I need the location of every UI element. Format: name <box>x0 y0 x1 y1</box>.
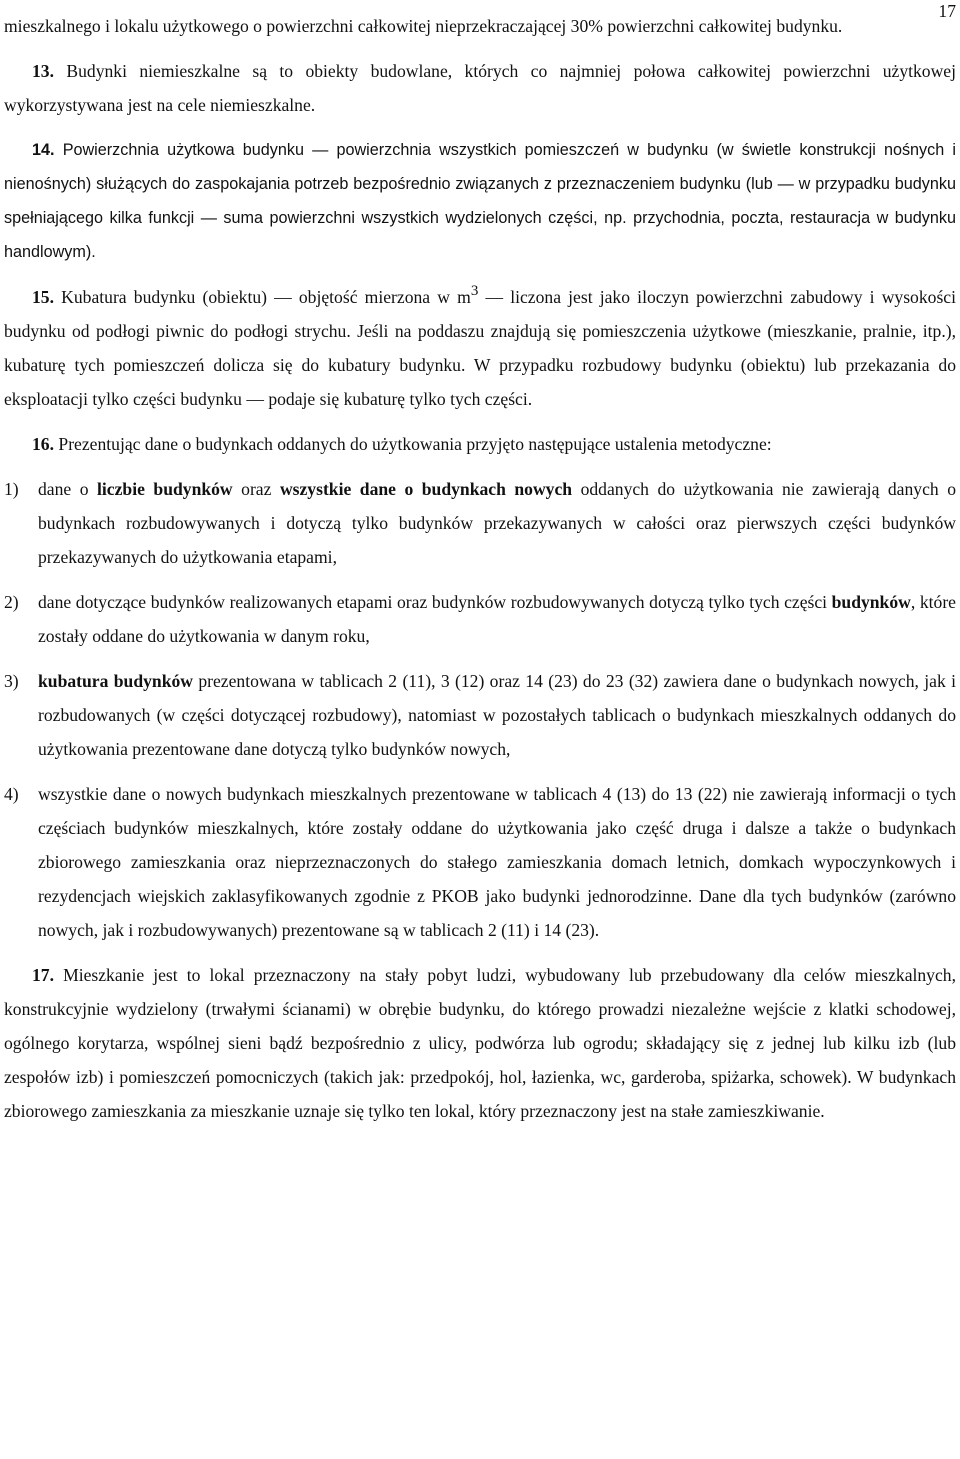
paragraph-number: 14. <box>32 141 55 159</box>
list-label: 4) <box>4 784 19 804</box>
list-text: , które zostały oddane do użytkowania w danym roku, <box>38 592 956 646</box>
list-bold-text: liczbie budynków <box>97 479 233 499</box>
list-text: dane o <box>38 479 98 499</box>
list-text: prezentowana w tablicach 2 (11), 3 (12) oraz 14 (23) do 23 (32) zawiera dane o budynkach nowych, jak i rozbudowanych (w części dotyczącej rozbudowy), natomiast w pozostałych tablicach o budynkach mieszkalnych oddanych do użytkowania prezentowane dane dotyczą tylko budynków nowych, <box>38 671 956 759</box>
list-label: 3) <box>4 671 19 691</box>
list-text: wszystkie dane o nowych budynkach mieszkalnych prezentowane w tablicach 4 (13) do 13 (22) nie zawierają informacji o tych częściach budynków mieszkalnych, które zostały oddane do użytkowania jako część druga i dalsze a także o budynkach zbiorowego zamieszkania oraz nieprzeznaczonych do stałego zamieszkania domach letnich, domkach wypoczynkowych i rezydencjach wiejskich zaklasyfikowanych zgodnie z PKOB jako budynki jednorodzinne. Dane dla tych budynków (zarówno nowych, jak i rozbudowywanych) prezentowane są w tablicach 2 (11) i 14 (23). <box>38 784 956 940</box>
paragraph-number: 17. <box>32 965 54 985</box>
list-item <box>4 472 956 574</box>
paragraph-text: Budynki niemieszkalne są to obiekty budowlane, których co najmniej połowa całkowitej powierzchni użytkowej wykorzystywana jest na cele niemieszkalne. <box>4 61 956 115</box>
list-item <box>4 664 956 766</box>
paragraph-text: Mieszkanie jest to lokal przeznaczony na stały pobyt ludzi, wybudowany lub przebudowany dla celów mieszkalnych, konstrukcyjnie wydzielony (trwałymi ścianami) w obrębie budynku, do którego prowadzi niezależne wejście z klatki schodowej, ogólnego korytarza, wspólnej sieni bądź bezpośrednio z ulicy, podwórza lub ogrodu; składający się z jednej lub kilku izb (lub zespołów izb) i pomieszczeń pomocniczych (takich jak: przedpokój, hol, łazienka, wc, garderoba, spiżarka, schowek). W budynkach zbiorowego zamieszkania za mieszkanie uznaje się tylko ten lokal, który przeznaczony jest na stałe zamieszkiwanie. <box>4 965 956 1121</box>
page-number: 17 <box>938 1 956 21</box>
paragraph-text: Kubatura budynku (obiektu) — objętość mierzona w m <box>61 287 471 307</box>
paragraph-number: 16. <box>32 434 54 454</box>
paragraph-number: 15. <box>32 287 54 307</box>
paragraph-text: Prezentując dane o budynkach oddanych do użytkowania przyjęto następujące ustalenia metodyczne: <box>58 434 772 454</box>
list-bold-text: wszystkie dane o budynkach nowych <box>279 479 573 499</box>
paragraph-14 <box>4 133 956 269</box>
list-bold-text: budynków <box>831 592 911 612</box>
list-label: 2) <box>4 592 19 612</box>
list-bold-text: kubatura budynków <box>38 671 193 691</box>
paragraph-text: Powierzchnia użytkowa budynku — powierzchnia wszystkich pomieszczeń w budynku (w świetle konstrukcji nośnych i nienośnych) służących do zaspokajania potrzeb bezpośrednio związanych z przeznaczeniem budynku (lub — w przypadku budynku spełniającego kilka funkcji — suma powierzchni wszystkich wydzielonych części, np. przychodnia, poczta, restauracja w budynku handlowym). <box>4 141 957 261</box>
list-label: 1) <box>4 479 19 499</box>
document-body <box>4 9 956 1128</box>
list-item <box>4 777 956 947</box>
list-text: dane dotyczące budynków realizowanych etapami oraz budynków rozbudowywanych dotyczą tylko tych części <box>38 592 832 612</box>
list-text: oddanych do użytkowania nie zawierają danych o budynkach rozbudowywanych i dotyczą tylko budynków przekazywanych w całości oraz pierwszych części budynków przekazywanych do użytkowania etapami, <box>38 479 956 567</box>
list-item <box>4 585 956 653</box>
superscript: 3 <box>470 283 479 300</box>
paragraph-16 <box>4 427 956 461</box>
paragraph-17 <box>4 958 956 1128</box>
intro-paragraph: mieszkalnego i lokalu użytkowego o powierzchni całkowitej nieprzekraczającej 30% powierzchni całkowitej budynku. <box>4 16 843 36</box>
paragraph-15 <box>4 280 956 416</box>
paragraph-13 <box>4 54 956 122</box>
list-text: oraz <box>232 479 280 499</box>
paragraph-text: — liczona jest jako iloczyn powierzchni zabudowy i wysokości budynku od podłogi piwnic do podłogi strychu. Jeśli na poddaszu znajdują się pomieszczenia użytkowe (mieszkanie, pralnie, itp.), kubaturę tych pomieszczeń dolicza się do kubatury budynku. W przypadku rozbudowy budynku (obiektu) lub przekazania do eksploatacji tylko części budynku — podaje się kubaturę tylko tych części. <box>4 287 956 409</box>
paragraph-number: 13. <box>32 61 54 81</box>
